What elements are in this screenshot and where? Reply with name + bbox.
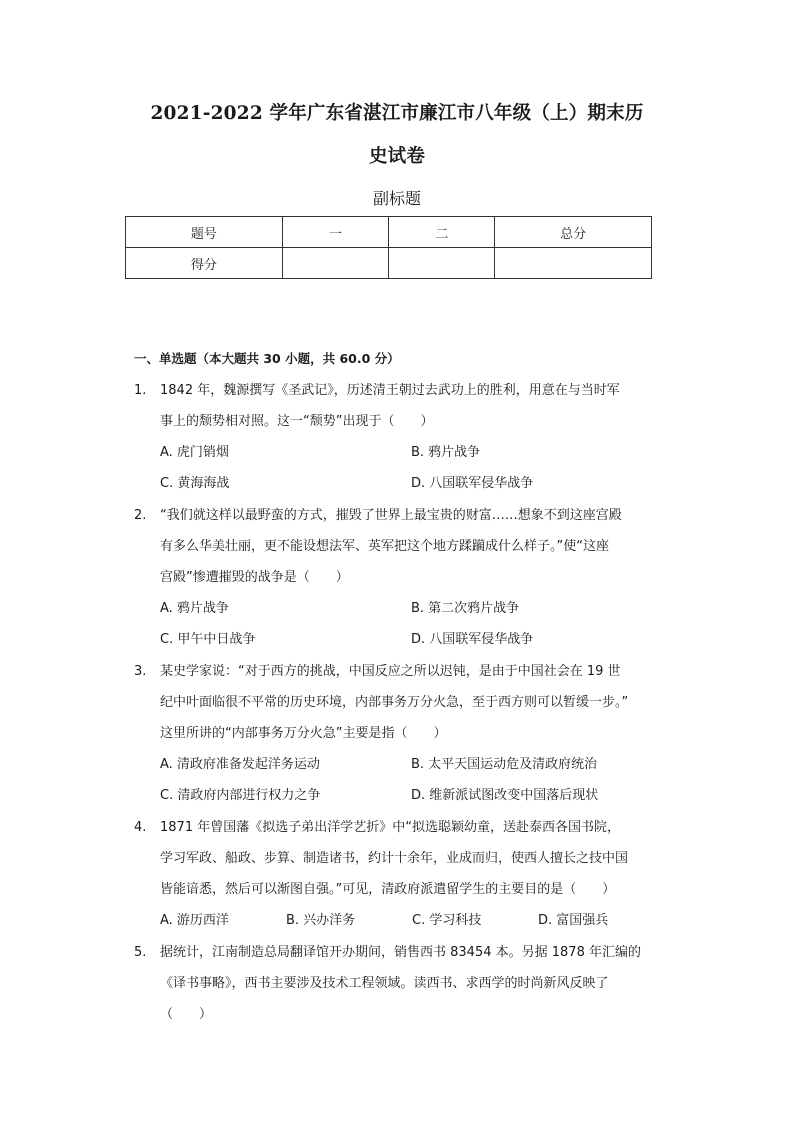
score-cell[interactable]	[282, 248, 389, 279]
option-c[interactable]: C. 黄海海战	[160, 476, 230, 491]
question-text: （ ）	[160, 1007, 213, 1022]
option-a[interactable]: A. 清政府准备发起洋务运动	[160, 757, 320, 772]
question-text: 某史学家说：“对于西方的挑战，中国反应之所以迟钝，是由于中国社会在 19 世	[160, 664, 621, 679]
score-header-cell: 二	[389, 217, 495, 248]
option-b[interactable]: B. 第二次鸦片战争	[411, 601, 520, 616]
score-table-header-row	[126, 217, 652, 248]
option-c[interactable]: C. 清政府内部进行权力之争	[160, 788, 321, 803]
question-text: 1842 年，魏源撰写《圣武记》，历述清王朝过去武功上的胜利，用意在与当时军	[160, 383, 620, 398]
exam-title-line2: 史试卷	[368, 146, 426, 167]
option-a[interactable]: A. 游历西洋	[160, 913, 229, 928]
question-text: 《译书事略》，西书主要涉及技术工程领域。读西书、求西学的时尚新风反映了	[160, 976, 609, 991]
question-number: 2.	[134, 508, 147, 523]
option-b[interactable]: B. 鸦片战争	[411, 445, 481, 460]
question-number: 5.	[134, 945, 147, 960]
option-c[interactable]: C. 甲午中日战争	[160, 632, 256, 647]
score-header-cell: 一	[282, 217, 389, 248]
score-header-cell: 总分	[495, 217, 652, 248]
question-text: 纪中叶面临很不平常的历史环境，内部事务万分火急，至于西方则可以暂缓一步。”	[160, 695, 629, 710]
option-a[interactable]: A. 虎门销烟	[160, 445, 229, 460]
question-number: 1.	[134, 383, 147, 398]
exam-subtitle: 副标题	[372, 189, 421, 208]
score-table	[125, 216, 652, 279]
option-b[interactable]: B. 兴办洋务	[286, 913, 356, 928]
option-d[interactable]: D. 八国联军侵华战争	[411, 632, 534, 647]
question-text: 据统计，江南制造总局翻译馆开办期间，销售西书 83454 本。另据 1878 年汇编的	[160, 945, 641, 960]
option-b[interactable]: B. 太平天国运动危及清政府统治	[411, 757, 598, 772]
question-text: “我们就这样以最野蛮的方式，摧毁了世界上最宝贵的财富……想象不到这座宫殿	[160, 508, 622, 523]
score-cell[interactable]	[495, 248, 652, 279]
question-text: 事上的颓势相对照。这一“颓势”出现于（ ）	[160, 414, 434, 429]
question-text: 宫殿”惨遭摧毁的战争是（ ）	[160, 570, 349, 585]
score-header-cell: 题号	[126, 217, 283, 248]
score-row-label: 得分	[126, 248, 283, 279]
section-heading: 一、单选题（本大题共 30 小题，共 60.0 分）	[134, 351, 400, 366]
exam-title-line1: 2021-2022 学年广东省湛江市廉江市八年级（上）期末历	[150, 103, 644, 124]
question-text: 1871 年曾国藩《拟选子弟出洋学艺折》中“拟选聪颖幼童，送赴泰西各国书院，	[160, 820, 620, 835]
option-d[interactable]: D. 维新派试图改变中国落后现状	[411, 788, 599, 803]
option-a[interactable]: A. 鸦片战争	[160, 601, 229, 616]
question-text: 有多么华美壮丽，更不能设想法军、英军把这个地方蹂躏成什么样子。”使“这座	[160, 539, 609, 554]
option-d[interactable]: D. 富国强兵	[538, 913, 609, 928]
question-text: 这里所讲的“内部事务万分火急”主要是指（ ）	[160, 726, 447, 741]
question-number: 3.	[134, 664, 147, 679]
option-d[interactable]: D. 八国联军侵华战争	[411, 476, 534, 491]
question-text: 学习军政、船政、步算、制造诸书，约计十余年，业成而归，使西人擅长之技中国	[160, 851, 629, 866]
score-table-row	[126, 248, 652, 279]
option-c[interactable]: C. 学习科技	[412, 913, 482, 928]
question-text: 皆能谙悉，然后可以渐图自强。”可见，清政府派遣留学生的主要目的是（ ）	[160, 882, 616, 897]
score-cell[interactable]	[389, 248, 495, 279]
question-number: 4.	[134, 820, 147, 835]
